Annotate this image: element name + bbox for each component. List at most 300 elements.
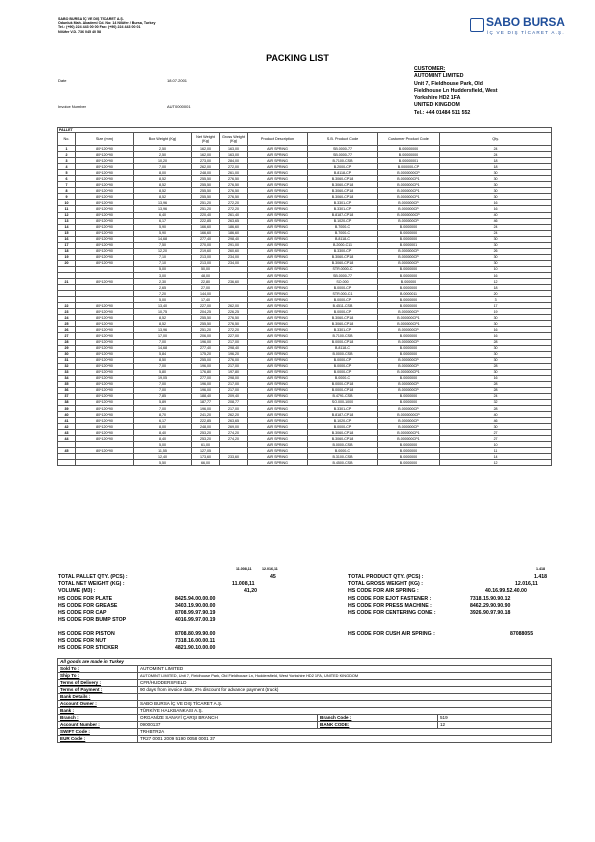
table-cell: 30 <box>440 345 552 351</box>
table-cell <box>76 460 134 466</box>
table-cell: SB.0000-77 <box>308 272 378 278</box>
hs-code-label: HS CODE FOR EJOT FASTENER : <box>348 596 432 602</box>
table-cell: 5,90 <box>134 224 192 230</box>
table-cell: 270,00 <box>192 242 220 248</box>
table-cell: 19 <box>58 254 76 260</box>
table-cell: 17 <box>440 303 552 309</box>
table-cell: 80*120*90 <box>76 279 134 285</box>
table-cell: AIR SPRING <box>248 176 308 182</box>
table-cell: 5,90 <box>134 230 192 236</box>
table-cell: B.4511-CSB <box>308 303 378 309</box>
table-cell: 80*120*90 <box>76 327 134 333</box>
table-cell: 7,00 <box>134 406 192 412</box>
table-cell: 298,40 <box>220 236 248 242</box>
summary-value: 41,20 <box>244 588 257 594</box>
table-cell: AIR SPRING <box>248 315 308 321</box>
table-cell: AIR SPRING <box>248 345 308 351</box>
table-cell: 17 <box>58 242 76 248</box>
table-cell: AIR SPRING <box>248 236 308 242</box>
table-cell: B.3060-CP18 <box>308 260 378 266</box>
table-cell: 27,00 <box>192 285 220 291</box>
table-cell: 80*120*90 <box>76 182 134 188</box>
table-cell: 80*120*90 <box>76 254 134 260</box>
table-cell: B.000000CP <box>378 424 440 430</box>
table-cell: 208,77 <box>220 399 248 405</box>
table-cell: AIR SPRING <box>248 339 308 345</box>
table-cell: B.00000000 <box>378 152 440 158</box>
table-cell: AIR SPRING <box>248 218 308 224</box>
table-cell: B.000000CP1 <box>378 182 440 188</box>
table-cell: B.3060-CP18 <box>308 188 378 194</box>
table-cell: B.000000CP <box>378 254 440 260</box>
table-cell: AIR SPRING <box>248 454 308 460</box>
table-cell: B.000000CP1 <box>378 194 440 200</box>
table-cell: 6,40 <box>134 212 192 218</box>
table-cell: 5,00 <box>134 442 192 448</box>
table-cell: 18 <box>440 285 552 291</box>
info-label: Account Number : <box>58 722 138 729</box>
table-cell: 298,40 <box>220 345 248 351</box>
table-cell: 16 <box>58 236 76 242</box>
hs-code-value: 7318.16.00.00.11 <box>175 638 216 644</box>
table-cell: 8,50 <box>134 357 192 363</box>
table-cell: 38 <box>58 399 76 405</box>
table-cell: 276,50 <box>220 194 248 200</box>
summary-label: VOLUME (M3) : <box>58 588 96 594</box>
table-cell: AIR SPRING <box>248 351 308 357</box>
table-cell: 13 <box>58 218 76 224</box>
table-cell: B.8187-CP18 <box>308 412 378 418</box>
table-cell: STR.0000-C <box>308 266 378 272</box>
table-cell: 61,00 <box>192 442 220 448</box>
table-cell: 80*120*90 <box>76 170 134 176</box>
table-cell: 24 <box>440 393 552 399</box>
table-cell: B.0000000CP <box>378 170 440 176</box>
table-cell: 80*120*90 <box>76 218 134 224</box>
info-row <box>58 708 552 715</box>
table-cell: 80*120*90 <box>76 436 134 442</box>
table-cell: 248,00 <box>192 424 220 430</box>
table-cell: AIR SPRING <box>248 357 308 363</box>
table-cell: B.0000-C <box>308 448 378 454</box>
table-cell: 217,00 <box>220 363 248 369</box>
table-cell: 127,05 <box>192 448 220 454</box>
table-cell: 186,60 <box>220 230 248 236</box>
summary-label: HS CODE FOR AIR SPRING : <box>348 588 419 594</box>
table-cell: AIR SPRING <box>248 448 308 454</box>
hs-code-value: 8708.99.97.90.19 <box>175 610 216 616</box>
table-cell: AIR SPRING <box>248 369 308 375</box>
info-value: TR27 0001 2009 5190 0058 0001 37 <box>138 736 552 743</box>
table-cell: 261,00 <box>220 170 248 176</box>
table-cell: B.000000CP1 <box>378 176 440 182</box>
info-table <box>57 658 552 743</box>
table-cell: 80*120*90 <box>76 321 134 327</box>
table-cell: 219,60 <box>192 248 220 254</box>
table-cell: AIR SPRING <box>248 254 308 260</box>
table-cell: B.3301-CP <box>308 406 378 412</box>
company-tax: Nilüfer V.D. 736 045 40 58 <box>58 29 102 34</box>
table-cell: 188,40 <box>192 393 220 399</box>
table-cell: B.1020-CP <box>308 418 378 424</box>
table-cell: B.0000-CP <box>308 363 378 369</box>
table-cell: AIR SPRING <box>248 242 308 248</box>
table-cell: AIR SPRING <box>248 321 308 327</box>
column-header: Gross Weight (Kg) <box>220 133 248 146</box>
summary-label: TOTAL NET WEIGHT (KG) : <box>58 581 125 587</box>
table-cell: B.000000 <box>378 279 440 285</box>
table-cell: B.000000CP <box>378 406 440 412</box>
table-cell: 80*120*90 <box>76 333 134 339</box>
table-cell: 8,52 <box>134 194 192 200</box>
table-cell: AIR SPRING <box>248 430 308 436</box>
table-cell: AIR SPRING <box>248 442 308 448</box>
table-cell: 20 <box>440 291 552 297</box>
table-cell: 30 <box>440 315 552 321</box>
table-cell: B.0000000 <box>378 442 440 448</box>
table-cell: B.0000-CP <box>308 357 378 363</box>
info-value: 09000137 <box>138 722 318 729</box>
info-value: AUTOMINT LIMITED <box>138 666 552 673</box>
table-cell: 40 <box>440 412 552 418</box>
table-cell: 255,00 <box>192 357 220 363</box>
table-cell: 24 <box>440 224 552 230</box>
table-cell: AIR SPRING <box>248 291 308 297</box>
table-cell: 234,00 <box>220 260 248 266</box>
table-cell: 8 <box>58 188 76 194</box>
column-header: No. <box>58 133 76 146</box>
table-cell: AIR SPRING <box>248 182 308 188</box>
table-cell: 255,50 <box>192 182 220 188</box>
table-cell: B.0000000 <box>378 351 440 357</box>
table-cell: 8,52 <box>134 188 192 194</box>
table-cell: 14 <box>440 454 552 460</box>
table-cell: 222,85 <box>192 418 220 424</box>
table-cell: B.3060-CP18 <box>308 315 378 321</box>
table-cell: 9 <box>58 194 76 200</box>
table-cell: 233,60 <box>220 454 248 460</box>
company-address: Odunluk Mah. Akademi Cd. No: 14 Nilüfer / Bursa, Turkey <box>58 21 156 26</box>
table-cell: 30 <box>440 194 552 200</box>
table-cell: 80*120*90 <box>76 242 134 248</box>
table-cell: B.0000-CP18 <box>308 381 378 387</box>
hs-code-value: 4821.90.10.00.00 <box>175 645 216 651</box>
table-cell: AIR SPRING <box>248 406 308 412</box>
table-cell: 30 <box>440 351 552 357</box>
table-cell: B.0000000 <box>378 375 440 381</box>
table-cell: 31 <box>58 357 76 363</box>
info-value: CFR/HUDDERSFIELD <box>138 680 552 687</box>
table-cell: B.1020-CP <box>308 218 378 224</box>
total-net-cell: 11.008,11 <box>236 567 252 571</box>
table-cell: 17,00 <box>134 333 192 339</box>
table-cell: 7,50 <box>134 242 192 248</box>
table-cell: 220,40 <box>192 212 220 218</box>
table-cell: 30 <box>440 260 552 266</box>
table-cell: B.0000000CP <box>378 212 440 218</box>
table-cell: AIR SPRING <box>248 399 308 405</box>
table-cell: B.3060-CP18 <box>308 176 378 182</box>
table-cell: B.8187-CP18 <box>308 212 378 218</box>
info-row <box>58 687 552 694</box>
table-cell: 27 <box>440 436 552 442</box>
table-cell <box>58 460 76 466</box>
table-cell: B.000000CP1 <box>378 369 440 375</box>
table-cell: 30 <box>440 242 552 248</box>
table-cell: 8,40 <box>134 436 192 442</box>
table-cell: 16 <box>440 200 552 206</box>
invoice-value: AUT0000001 <box>167 104 191 109</box>
table-cell: B.00000000 <box>378 146 440 152</box>
table-cell: 12 <box>440 279 552 285</box>
hs-code-label: HS CODE FOR PRESS MACHINE : <box>348 603 432 609</box>
table-cell: B.3301-CP <box>308 200 378 206</box>
table-cell: 30 <box>440 369 552 375</box>
pallet-label: PALLET <box>58 128 552 133</box>
table-cell: STR.000-C1 <box>308 291 378 297</box>
table-cell: B.0000-CSB <box>308 351 378 357</box>
table-cell: B.000000CP <box>378 200 440 206</box>
table-row <box>58 460 552 466</box>
info-value: 90 days from invoice date, 2% discount for advance payment (truck) <box>138 687 552 694</box>
table-cell: B.0000000CP <box>378 412 440 418</box>
table-cell: B.8118-C <box>308 236 378 242</box>
table-cell: 12 <box>440 460 552 466</box>
info-row <box>58 722 552 729</box>
table-cell: 10,20 <box>134 158 192 164</box>
invoice-label: Invoice Number <box>58 104 87 109</box>
table-cell: 80*120*90 <box>76 345 134 351</box>
column-header: Net Weight (Kg) <box>192 133 220 146</box>
table-cell: AIR SPRING <box>248 206 308 212</box>
hs-code-label: HS CODE FOR CENTERING CONE : <box>348 610 436 616</box>
table-cell: 253,20 <box>192 436 220 442</box>
table-cell: 255,50 <box>192 188 220 194</box>
summary-value: 45 <box>270 574 276 580</box>
table-cell: B.000000CP1 <box>378 430 440 436</box>
table-cell: 209,40 <box>220 393 248 399</box>
table-cell: B.8118-C <box>308 345 378 351</box>
table-cell: 197,80 <box>220 369 248 375</box>
table-cell: 80*120*90 <box>76 236 134 242</box>
table-cell: 17,40 <box>192 297 220 303</box>
table-cell: 277,00 <box>192 375 220 381</box>
table-cell: AIR SPRING <box>248 224 308 230</box>
table-cell: B.7100-CSB <box>308 158 378 164</box>
table-cell: 187,77 <box>192 399 220 405</box>
table-cell: 80*120*90 <box>76 176 134 182</box>
table-cell: 14 <box>58 224 76 230</box>
table-cell: 7 <box>58 182 76 188</box>
table-cell: B.2000-CP <box>308 164 378 170</box>
table-cell: 80*120*90 <box>76 448 134 454</box>
table-cell: SO.000 <box>308 279 378 285</box>
table-cell: AIR SPRING <box>248 381 308 387</box>
note-row <box>58 659 552 666</box>
info-value: TRHBTR2A <box>138 729 552 736</box>
info-label: BANK CODE: <box>318 722 438 729</box>
table-cell: 163,00 <box>220 146 248 152</box>
table-cell: 5 <box>58 170 76 176</box>
table-cell: 19,05 <box>134 375 192 381</box>
table-cell: 80*120*90 <box>76 430 134 436</box>
table-cell: B.3301-CP <box>308 327 378 333</box>
origin-note: All goods are made in Turkey <box>58 659 552 666</box>
table-cell: 80*120*90 <box>76 194 134 200</box>
table-cell: 276,50 <box>220 182 248 188</box>
info-row <box>58 715 552 722</box>
table-cell: AIR SPRING <box>248 424 308 430</box>
table-cell: B.3301-CP <box>308 206 378 212</box>
table-cell: 28 <box>58 339 76 345</box>
table-cell: 241,20 <box>192 412 220 418</box>
table-cell: B.7100-CSB <box>308 333 378 339</box>
table-cell: AIR SPRING <box>248 375 308 381</box>
table-cell: 8,40 <box>134 430 192 436</box>
column-header: Size (mm) <box>76 133 134 146</box>
table-cell: 204,25 <box>192 309 220 315</box>
table-cell: 284,00 <box>220 158 248 164</box>
table-cell: 262,00 <box>192 164 220 170</box>
hs-code-value: 8425.94.00.00.00 <box>175 596 216 602</box>
table-cell: 277,40 <box>192 236 220 242</box>
table-cell: AIR SPRING <box>248 248 308 254</box>
table-cell: B.7000-C <box>308 230 378 236</box>
info-label: Account Owner : <box>58 701 138 708</box>
table-cell: SB.0000-77 <box>308 146 378 152</box>
table-cell: 251,20 <box>192 327 220 333</box>
table-cell: B.000000CP <box>378 381 440 387</box>
total-qty-cell: 1.418 <box>536 567 545 571</box>
table-cell: 80*120*90 <box>76 339 134 345</box>
table-cell: B.000000CP <box>378 363 440 369</box>
table-cell: 206,00 <box>192 333 220 339</box>
customer-line: Yorkshire HD2 1FA <box>414 95 461 102</box>
table-cell: 217,00 <box>220 387 248 393</box>
table-cell: 176,80 <box>192 369 220 375</box>
table-cell: 30 <box>440 357 552 363</box>
table-cell: 30 <box>440 176 552 182</box>
table-cell: 7,20 <box>134 291 192 297</box>
table-cell: 22 <box>58 303 76 309</box>
table-cell: B.0000000 <box>378 333 440 339</box>
table-cell: 217,00 <box>220 339 248 345</box>
hs-code-value: 7318.15.90.90.12 <box>470 596 511 602</box>
info-row <box>58 680 552 687</box>
table-cell: 227,00 <box>192 303 220 309</box>
info-row <box>58 729 552 736</box>
table-cell: AIR SPRING <box>248 158 308 164</box>
table-cell: 196,00 <box>192 363 220 369</box>
hs-code-value: 4016.99.97.00.19 <box>175 617 216 623</box>
table-cell: SO.000-1000 <box>308 399 378 405</box>
table-cell: 80*120*90 <box>76 200 134 206</box>
customer-line: AUTOMINT LIMITED <box>414 73 464 80</box>
table-cell: 80*120*90 <box>76 224 134 230</box>
table-cell: AIR SPRING <box>248 363 308 369</box>
table-cell: 80*120*90 <box>76 369 134 375</box>
table-cell: 13,96 <box>134 327 192 333</box>
table-cell: AIR SPRING <box>248 309 308 315</box>
table-cell: 80*120*90 <box>76 418 134 424</box>
table-cell: AIR SPRING <box>248 297 308 303</box>
hs-code-label: HS CODE FOR NUT <box>58 638 107 644</box>
table-cell: 186,60 <box>220 224 248 230</box>
table-cell: B.0000000 <box>378 393 440 399</box>
column-header: Product Description <box>248 133 308 146</box>
table-cell: 40 <box>58 412 76 418</box>
table-cell: 30 <box>440 170 552 176</box>
table-cell: 27 <box>58 333 76 339</box>
table-cell: 5,00 <box>134 266 192 272</box>
table-cell: 173,60 <box>192 454 220 460</box>
summary-value: 40.16.99.52.40.00 <box>485 588 527 594</box>
table-cell: 80*120*90 <box>76 387 134 393</box>
table-cell: AIR SPRING <box>248 260 308 266</box>
table-cell: 27 <box>440 430 552 436</box>
table-cell: 80*120*90 <box>76 164 134 170</box>
info-label: Ship To : <box>58 673 138 680</box>
table-cell: 11 <box>440 448 552 454</box>
summary-value: 12.016,11 <box>515 581 538 587</box>
table-cell: 80*120*90 <box>76 375 134 381</box>
info-value: AUTOMINT LIMITED, Unit 7, Fieldhouse Park, Old Fieldhouse Ln, Huddersfield, West Yorkshire HD2 1FA, UNITED KINGDOM <box>138 673 552 680</box>
logo-name: SABO BURSA <box>486 15 565 29</box>
table-cell: 274,20 <box>220 430 248 436</box>
table-cell: 44 <box>58 436 76 442</box>
table-cell: 255,50 <box>192 194 220 200</box>
table-cell: 213,00 <box>192 254 220 260</box>
table-cell: 276,50 <box>220 315 248 321</box>
table-cell: AIR SPRING <box>248 418 308 424</box>
table-cell: 8,52 <box>134 176 192 182</box>
table-cell: 260,60 <box>220 248 248 254</box>
table-cell: 2,65 <box>134 285 192 291</box>
info-row <box>58 736 552 743</box>
info-label: Bank Details : <box>58 694 138 701</box>
customer-block <box>414 66 564 117</box>
info-row <box>58 673 552 680</box>
table-cell: 30 <box>440 188 552 194</box>
table-cell: 262,00 <box>220 303 248 309</box>
table-cell: 80*120*90 <box>76 381 134 387</box>
table-cell: B.000000CP <box>378 339 440 345</box>
date-value: 18.07.2001 <box>167 78 188 83</box>
table-cell: 251,20 <box>192 200 220 206</box>
table-cell: 13,96 <box>134 206 192 212</box>
table-cell: 217,00 <box>220 406 248 412</box>
hs-code-value: 3403.19.90.00.00 <box>175 603 216 609</box>
table-cell: 16 <box>440 272 552 278</box>
table-cell: AIR SPRING <box>248 188 308 194</box>
table-cell: B.0000000 <box>378 266 440 272</box>
table-cell: 12,40 <box>134 454 192 460</box>
table-cell: 16 <box>440 375 552 381</box>
table-cell: 80*120*90 <box>76 206 134 212</box>
company-name: SABO BURSA İÇ VE DIŞ TİCARET A.Ş. <box>58 17 124 21</box>
customer-line: UNITED KINGDOM <box>414 102 460 109</box>
table-cell: 196,00 <box>192 406 220 412</box>
info-label: Branch Code : <box>318 715 438 722</box>
table-cell: 8,52 <box>134 315 192 321</box>
table-cell: 276,00 <box>220 357 248 363</box>
table-cell: AIR SPRING <box>248 303 308 309</box>
total-gross-cell: 12.016,11 <box>262 567 278 571</box>
table-cell: 255,50 <box>192 176 220 182</box>
table-cell: 276,50 <box>220 176 248 182</box>
table-cell: 175,20 <box>192 351 220 357</box>
customer-header: CUSTOMER: <box>414 66 446 72</box>
